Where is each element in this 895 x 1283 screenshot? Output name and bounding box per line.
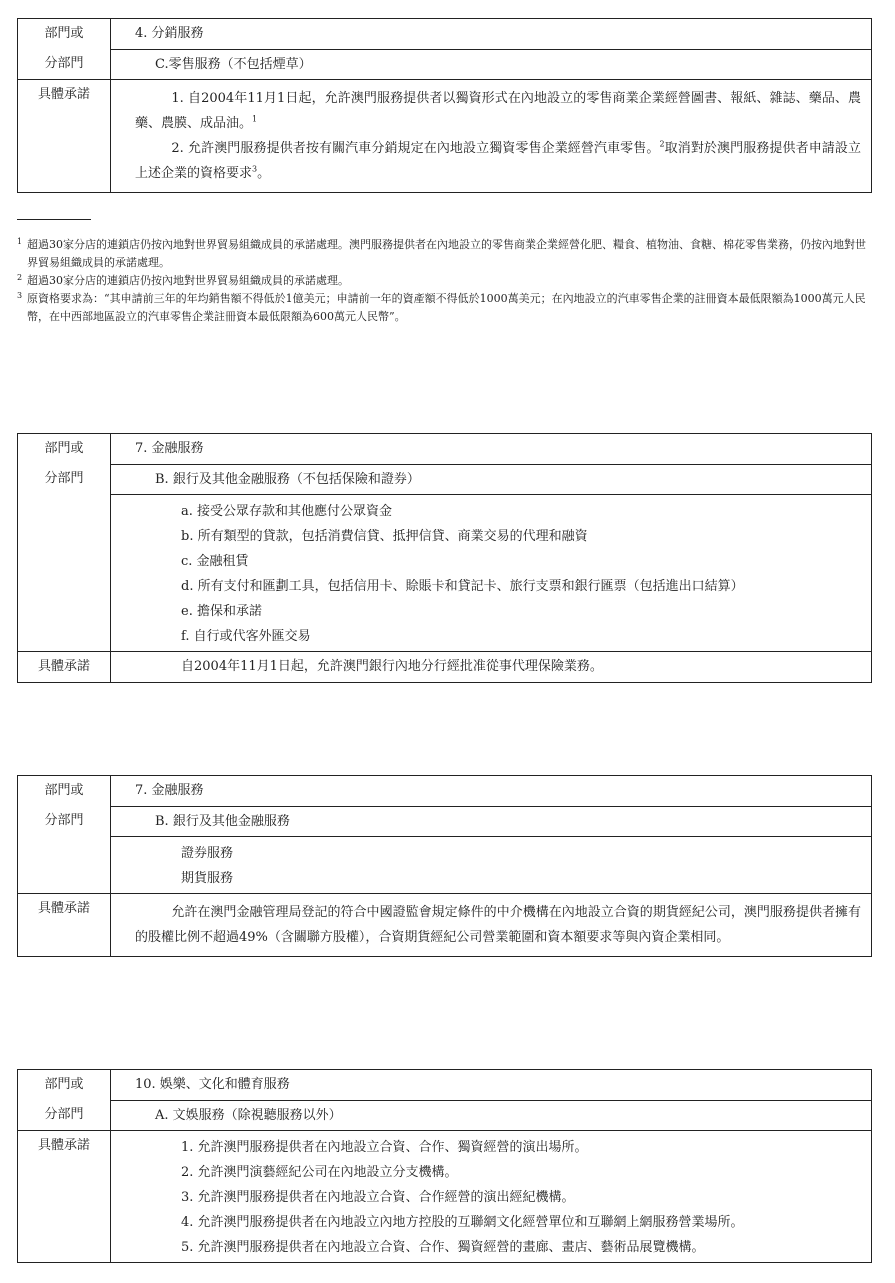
subsector-name: C.零售服務（不包括煙草）	[111, 49, 871, 79]
subsector-name: B. 銀行及其他金融服務	[111, 806, 871, 836]
commitment-label-cell	[18, 894, 111, 957]
list-item: 3. 允許澳門服務提供者在內地設立合資、合作經營的演出經紀機構。	[181, 1190, 575, 1205]
commitment-text: 自2004年11月1日起，允許澳門銀行內地分行經批准從事代理保險業務。	[181, 659, 603, 674]
list-item: 證券服務	[181, 846, 234, 861]
sector-label-cell	[18, 776, 111, 837]
commitment-text: 允許在澳門金融管理局登記的符合中國證監會規定條件的中介機構在內地設立合資的期貨經紀公司，澳門服務提供者擁有的股權比例不超過49%（含關聯方股權），合資期貨經紀公司營業範圍和資本額要求等與內資企業相同。	[135, 905, 861, 945]
sector-cell	[111, 776, 872, 837]
list-item: b. 所有類型的貸款，包括消費信貸、抵押信貸、商業交易的代理和融資	[181, 529, 588, 544]
list-item: 1. 允許澳門服務提供者在內地設立合資、合作、獨資經營的演出場所。	[181, 1140, 588, 1155]
list-item: e. 擔保和承諾	[181, 604, 262, 619]
sector-cell	[111, 19, 872, 80]
commitment-item-2: 2. 允許澳門服務提供者按有關汽車分銷規定在內地設立獨資零售企業經營汽車零售。$^2$取消對於澳門服務提供者申請設立上述企業的資格要求$^3$。	[135, 139, 861, 181]
list-item: 期貨服務	[181, 871, 234, 886]
commitment-cell	[111, 894, 872, 957]
services-list-cell	[111, 495, 872, 652]
commitment-item-1: 1. 自2004年11月1日起，允許澳門服務提供者以獨資形式在內地設立的零售商業企業經營圖書、報紙、雜誌、藥品、農藥、農膜、成品油。$^1$	[135, 91, 861, 131]
distribution-services-table	[17, 18, 872, 193]
sector-label-cell	[18, 434, 111, 495]
services-list	[111, 495, 871, 651]
futures-services-table	[17, 775, 872, 957]
list-item: f. 自行或代客外匯交易	[181, 629, 311, 644]
commitment-text	[111, 80, 871, 192]
sector-label-cell	[18, 1070, 111, 1131]
commitment-list	[111, 1131, 871, 1262]
list-item: 2. 允許澳門演藝經紀公司在內地設立分支機構。	[181, 1165, 458, 1180]
commitment-label-cell	[18, 652, 111, 683]
commitment-cell	[111, 80, 872, 193]
sector-cell	[111, 434, 872, 495]
commitment-label: 具體承諾	[37, 1138, 90, 1153]
subsector-name: A. 文娛服務（除視聽服務以外）	[111, 1100, 871, 1130]
commitment-label-cell	[18, 80, 111, 193]
subsector-label: 分部門	[44, 471, 84, 486]
footnote-divider	[17, 219, 91, 220]
banking-services-table	[17, 433, 872, 683]
commitment-label: 具體承諾	[37, 659, 90, 674]
services-list	[111, 837, 871, 893]
sector-label-cell	[18, 19, 111, 80]
empty-label-cell	[18, 837, 111, 894]
sector-label: 部門或	[44, 783, 84, 798]
footnote-ref: 2	[659, 139, 665, 149]
sector-label: 部門或	[44, 441, 84, 456]
commitment-label-cell	[18, 1131, 111, 1263]
sector-label: 部門或	[44, 1077, 84, 1092]
sector-cell	[111, 1070, 872, 1131]
list-item: a. 接受公眾存款和其他應付公眾資金	[181, 504, 393, 519]
sector-name: 10. 娛樂、文化和體育服務	[135, 1077, 290, 1092]
subsector-name: B. 銀行及其他金融服務（不包括保險和證券）	[111, 464, 871, 494]
commitment-label: 具體承諾	[37, 901, 90, 916]
subsector-label: 分部門	[44, 1107, 84, 1122]
list-item: 4. 允許澳門服務提供者在內地設立內地方控股的互聯網文化經營單位和互聯網上網服務營業場所。	[181, 1215, 744, 1230]
cultural-services-table	[17, 1069, 872, 1263]
list-item: d. 所有支付和匯劃工具，包括信用卡、賒賬卡和貸記卡、旅行支票和銀行匯票（包括進出口結算）	[181, 579, 744, 594]
footnotes	[17, 236, 872, 326]
commitment-cell	[111, 652, 872, 683]
subsector-label: 分部門	[44, 813, 84, 828]
footnote-ref: 3	[252, 164, 258, 174]
commitment-cell	[111, 1131, 872, 1263]
footnote-1: 1 超過30家分店的連鎖店仍按內地對世界貿易組織成員的承諾處理。澳門服務提供者在內地設立的零售商業企業經營化肥、糧食、植物油、食糖、棉花零售業務，仍按內地對世界貿易組織成員的承諾處理。	[17, 237, 866, 269]
sector-label: 部門或	[44, 26, 84, 41]
sector-name: 7. 金融服務	[135, 783, 204, 798]
sector-name: 7. 金融服務	[135, 441, 204, 456]
footnote-ref: 1	[252, 114, 258, 124]
list-item: 5. 允許澳門服務提供者在內地設立合資、合作、獨資經營的畫廊、畫店、藝術品展覽機構。	[181, 1240, 705, 1255]
services-list-cell	[111, 837, 872, 894]
list-item: c. 金融租賃	[181, 554, 249, 569]
sector-name: 4. 分銷服務	[135, 26, 204, 41]
commitment-label: 具體承諾	[37, 87, 90, 102]
footnote-3: 3 原資格要求為：“其申請前三年的年均銷售額不得低於1億美元；申請前一年的資產額不得低於1000萬美元；在內地設立的汽車零售企業的註冊資本最低限額為1000萬元人民幣，在中西部地區設立的汽車零售企業註冊資本最低限額為600萬元人民幣”。	[17, 291, 866, 323]
empty-label-cell	[18, 495, 111, 652]
subsector-label: 分部門	[44, 56, 84, 71]
footnote-2: 2 超過30家分店的連鎖店仍按內地對世界貿易組織成員的承諾處理。	[17, 273, 349, 287]
